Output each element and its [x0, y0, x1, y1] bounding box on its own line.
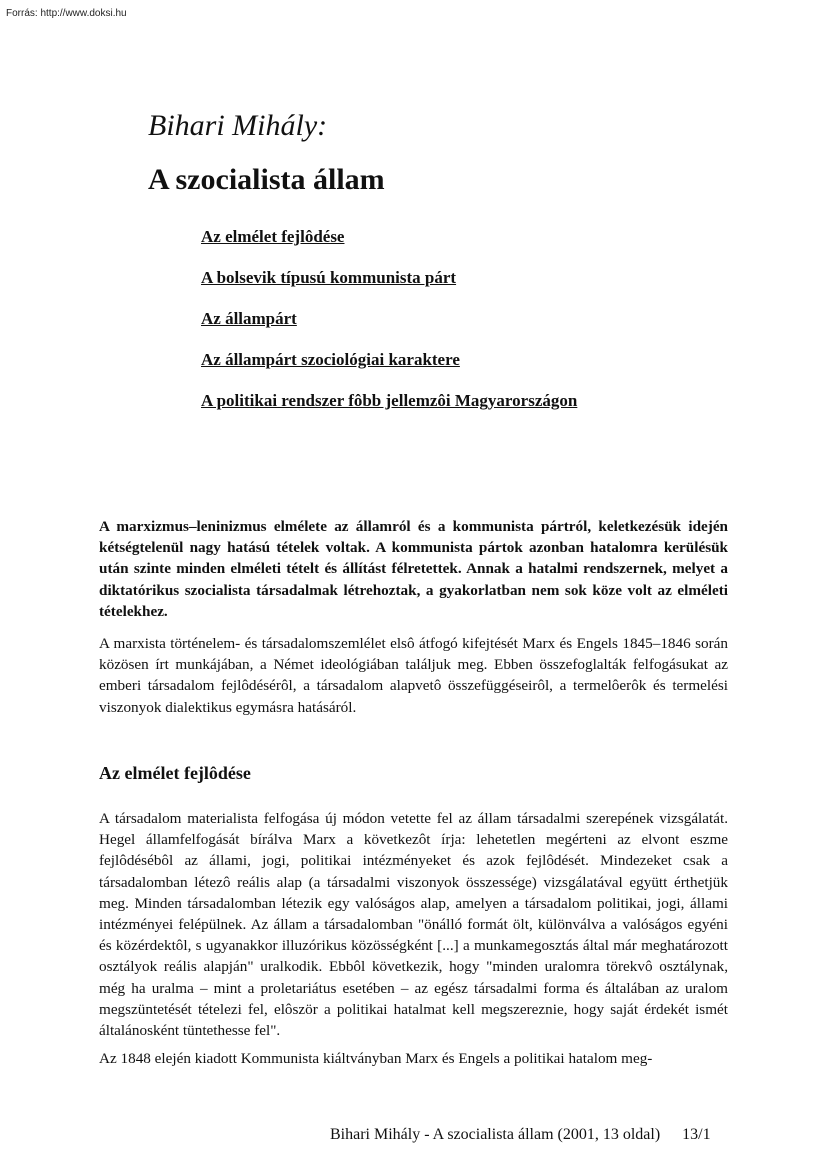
toc-item — [201, 267, 761, 308]
toc-item — [201, 308, 761, 349]
toc-item — [201, 390, 761, 431]
body-paragraph: A társadalom materialista felfogása új módon vetette fel az állam társadalmi szerepének vizsgálatát. Hegel államfelfogását bírálva Marx a következôt írja: lehetetlen megérteni az elvont eszme fejlôdésébôl az állami, jogi, politikai intézményeket és azok fejlôdését. Mindezeket csak a társadalomban létezô reális alap (a társadalmi viszonyok összessége) vizsgálatával együtt érthetjük meg. Minden társadalomban létezik egy valóságos alap, amelyen a társadalom politikai, jogi, állami intézményei felépülnek. Az állam a társadalomban "önálló formát ölt, különválva a valóságos egyéni és közérdektôl, s ugyanakkor illuzórikus közösségként [...] a munkamegosztás által már meghatározott osztályok reális alapján" uralkodik. Ebbôl következik, hogy "minden uralomra törekvô osztálynak, még ha uralma – mint a proletariátus esetében – az egész társadalmi forma és általában az uralom megszüntetését tételezi fel, elôször a politikai hatalmat kell megszereznie, hogy saját érdekét ismét általánosként tüntethesse fel". — [99, 810, 728, 1040]
document-title: A szocialista állam — [148, 163, 385, 196]
toc-link-allampart[interactable]: Az állampárt — [201, 309, 297, 328]
toc-link-politikai-rendszer[interactable]: A politikai rendszer fôbb jellemzôi Magyarországon — [201, 391, 578, 410]
toc-link-elmelet-fejlodese[interactable]: Az elmélet fejlôdése — [201, 227, 345, 246]
section-heading: Az elmélet fejlôdése — [99, 763, 251, 783]
toc-item — [201, 349, 761, 390]
footer-text: Bihari Mihály - A szocialista állam (2001, 13 oldal) — [330, 1126, 661, 1143]
page-number: 13/1 — [682, 1126, 711, 1143]
intro-paragraph: A marxista történelem- és társadalomszemlélet elsô átfogó kifejtését Marx és Engels 1845–1846 során közösen írt munkájában, a Német ideológiában találjuk meg. Ebben összefoglalták felfogásukat az emberi társadalom fejlôdésérôl, a társadalom alapvetô összefüggéseirôl, a termelôerôk és termelési viszonyok dialektikus egymásra hatásáról. — [99, 635, 728, 716]
abstract-paragraph: A marxizmus–leninizmus elmélete az államról és a kommunista pártról, keletkezésük idején kétségtelenül nagy hatású tételek voltak. A kommunista pártok azonban hatalomra kerülésük után szinte minden elméleti tételt és állítást félretettek. Annak a hatalmi rendszernek, melyet a diktatórikus szocialista társadalmak létrehoztak, a gyakorlatban nem sok köze volt az elméleti tételekhez. — [99, 518, 728, 620]
source-url: Forrás: http://www.doksi.hu — [6, 8, 127, 19]
toc-link-szociologiai-karakter[interactable]: Az állampárt szociológiai karaktere — [201, 350, 460, 369]
author-name: Bihari Mihály: — [148, 109, 328, 142]
toc-link-bolsevik-part[interactable]: A bolsevik típusú kommunista párt — [201, 268, 457, 287]
body-paragraph-continued: Az 1848 elején kiadott Kommunista kiáltványban Marx és Engels a politikai hatalom meg- — [99, 1050, 653, 1067]
table-of-contents — [201, 226, 761, 431]
toc-item — [201, 226, 761, 267]
page-footer — [330, 1125, 711, 1145]
